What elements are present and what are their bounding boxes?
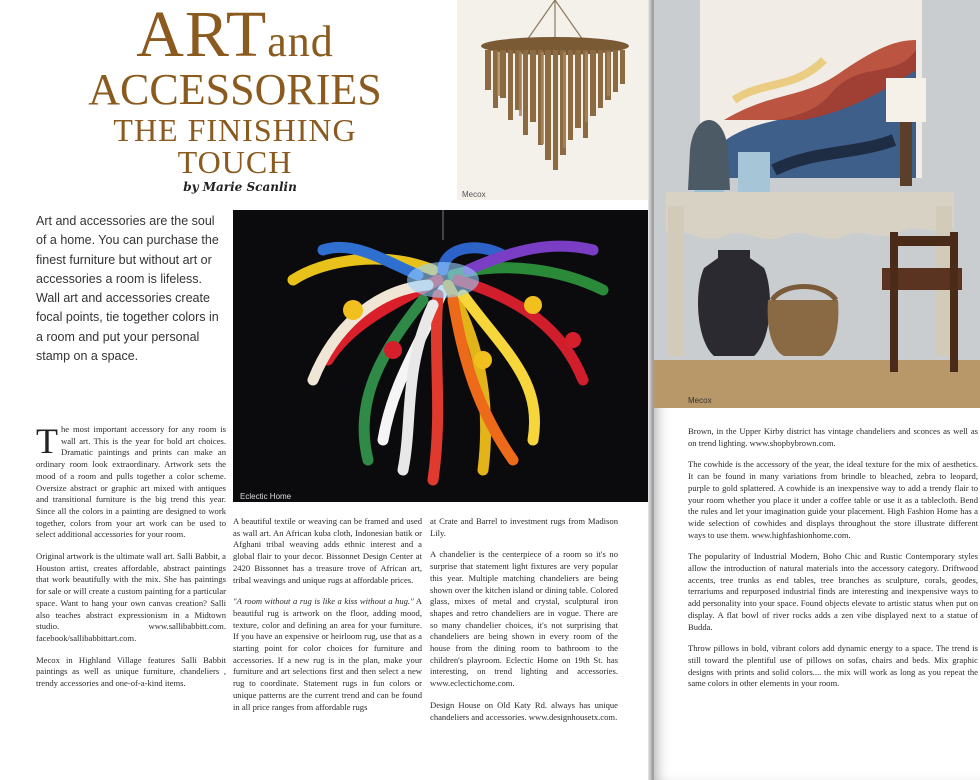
title-and: and	[267, 17, 334, 66]
article-column-1	[36, 421, 226, 700]
column1-paragraph-2: Original artwork is the ultimate wall art. Salli Babbit, a Houston artist, creates affordable, abstract paintings that work beautifully with the mix. She has paintings for sale or will create a custom painting for a particular space. Want to hang your own canvas creation? Salli also teaches abstract expressionism in a Midtown studio. www.sallibabbitt.com. facebook/sallibabbittart.com.	[36, 551, 226, 643]
caption-glass-chandelier: Eclectic Home	[240, 492, 292, 501]
caption-room: Mecox	[688, 396, 712, 405]
glass-chandelier-photo	[233, 210, 653, 502]
title-art: ART	[136, 0, 268, 71]
title-line-4: TOUCH	[177, 144, 293, 180]
chandelier-photo	[457, 0, 654, 200]
right-paragraph-4: Throw pillows in bold, vibrant colors add dynamic energy to a space. The trend is still toward the plentiful use of pillows on sofas, chairs and beds. Mix graphic designs with prints and solid colors.... the mix will work as long as you repeat the same colors in other elements in your room.	[688, 643, 978, 689]
column3-paragraph-3: Design House on Old Katy Rd. always has unique chandeliers and accessories. www.designhousetx.com.	[430, 699, 618, 722]
caption-chandelier: Mecox	[462, 190, 486, 199]
title-line-2: ACCESSORIES	[88, 65, 382, 114]
article-column-3	[430, 516, 618, 733]
byline: by Marie Scanlin	[183, 180, 297, 194]
title-line-1	[60, 0, 410, 71]
article-column-right	[688, 426, 978, 700]
column1-paragraph-3: Mecox in Highland Village features Salli Babbit paintings as well as unique furniture, chandeliers , trendy accessories and one-of-a-kind items.	[36, 654, 226, 689]
right-paragraph-3: The popularity of Industrial Modern, Boho Chic and Rustic Contemporary styles allow the introduction of natural materials into the accessory category. Driftwood accents, tree trunks as end tables, tree branches as sculpture, corals, geodes, terrariums and repurposed industrial finds are interesting and inexpensive ways to add personality into your space. Found objects elevate to artistic status when put on display. A flat bowl of river rocks adds a zen vibe displayed next to a statue of Budda.	[688, 551, 978, 632]
right-paragraph-1: Brown, in the Upper Kirby district has vintage chandeliers and sconces as well as on trend lighting. www.shopbybrown.com.	[688, 426, 978, 448]
article-column-2	[233, 516, 422, 713]
right-page	[654, 0, 980, 780]
column1-paragraph-1: he most important accessory for any room is wall art. This is the year for bold art choices. Dramatic paintings and prints can make an ordinary room look extraordinary. Artwork sets the mood of a room and pulls together a color scheme. Oversize abstract or graphic art mixed with antiques and transitional furniture is the big trend this year. Since all the colors in a painting are designed to work together, colors from your art work can be used to select additional accessories for your room.	[36, 424, 226, 540]
room-vignette-photo	[654, 0, 980, 408]
column3-paragraph-1: at Crate and Barrel to investment rugs from Madison Lily.	[430, 516, 618, 538]
rug-quote: "A room without a rug is like a kiss without a hug."	[233, 596, 414, 607]
column2-paragraph-1: A beautiful textile or weaving can be framed and used as wall art. An African kuba cloth, Indonesian batik or Afghani tribal weaving adds ethnic interest and a global flair to your decor. Bissonnet Design Center at 2420 Bissonnet has a treasure trove of African art, tribal weavings and unique rugs at affordable prices.	[233, 516, 422, 585]
drop-cap: T	[36, 421, 58, 461]
title-line-3: THE FINISHING	[113, 112, 357, 148]
right-paragraph-2: The cowhide is the accessory of the year, the ideal texture for the mix of aesthetics. It can be found in many variations from brindle to bleached, zebra to leopard, purple to gold splattered. A cowhide is an inexpensive way to add a trendy flair to your room whether you place it under a coffee table or use it as a tablecloth. Bend the rules and let your imagination guide your placement. High Fashion Home has a wide selection of cowhides and displays throughout the store illustrate different ways to use them. www.highfashionhome.com.	[688, 459, 978, 540]
lede-paragraph: Art and accessories are the soul of a home. You can purchase the finest furniture but without art or accessories a room is lifeless. Wall art and accessories create focal points, tie together colors in a room and put your personal stamp on a space.	[36, 214, 219, 364]
column3-paragraph-2: A chandelier is the centerpiece of a room so it's no surprise that statement light fixtures are very popular this year. Multiple matching chandeliers are being shown over the kitchen island or dining table. Colored glass, mixes of metal and crystal, sculptural iron shapes and retro chandeliers are in vogue. There are so many chandelier choices, it's not surprising that chandeliers are being shown in every room of the house from the dining room to bathroom to the children's playroom. Eclectic Home on 19th St. has interesting, on trend lighting and accessories. www.eclectichome.com.	[430, 549, 618, 689]
column2-paragraph-2: A beautiful rug is artwork on the floor, adding mood, texture, color and defining an area for your furniture. If you have an expensive or heirloom rug, use that as a starting point for color choices for furniture and accessories. If a new rug is in the plan, make your furniture and art selections first and then select a new rug to coordinate. Statement rugs in fun colors or unique patterns are the current trend and can be found in all price ranges from affordable rugs	[233, 596, 422, 712]
